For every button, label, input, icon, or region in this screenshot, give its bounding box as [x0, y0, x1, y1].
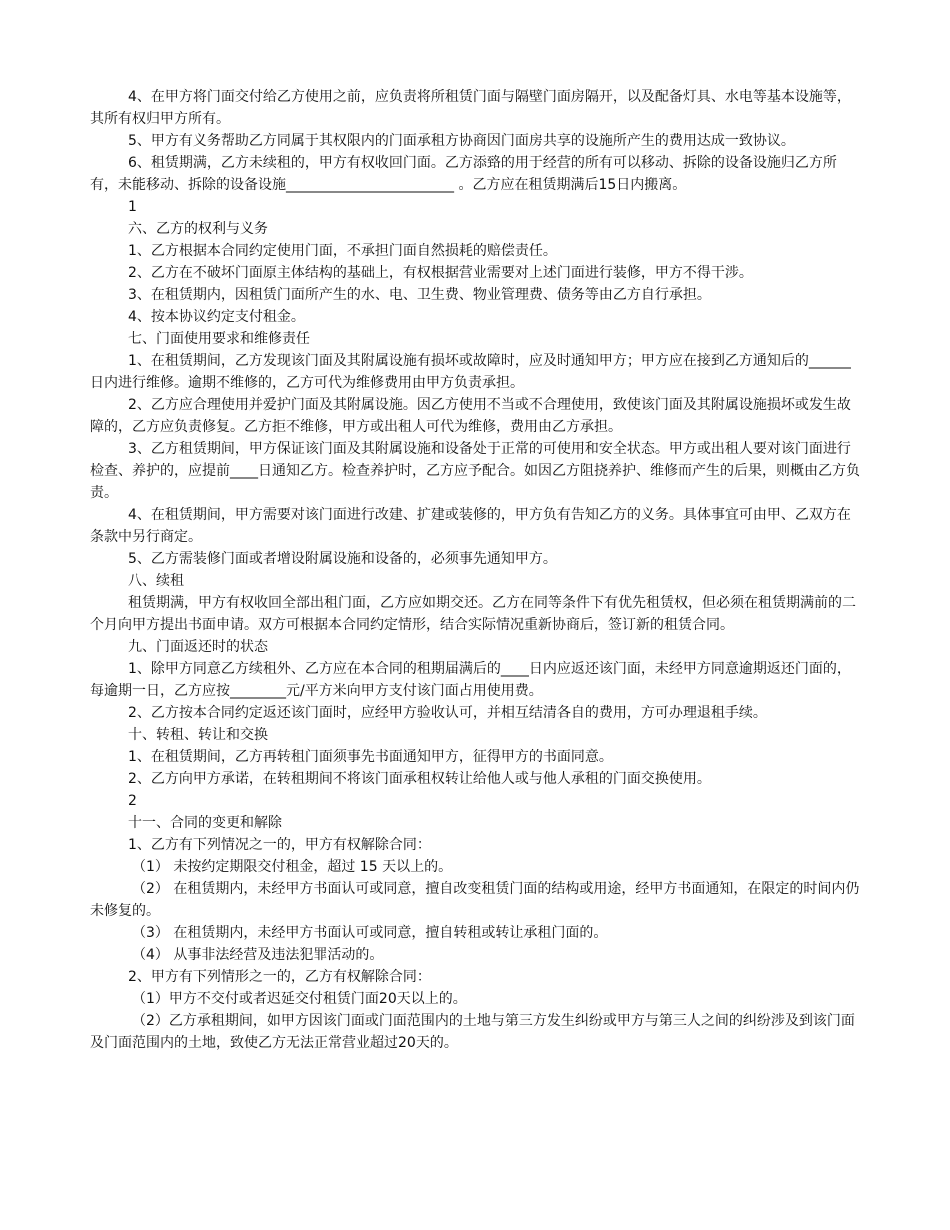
document-paragraph: 七、门面使用要求和维修责任 — [128, 331, 310, 347]
document-body — [90, 86, 860, 1054]
document-paragraph: 十、转租、转让和交换 — [128, 727, 268, 743]
document-paragraph: 6、租赁期满，乙方未续租的，甲方有权收回门面。乙方添臵的用于经营的所有可以移动、拆除的设备设施归乙方所有，未能移动、拆除的设备设施________________________ 。乙方应在租赁期满后15日内搬离。 — [90, 155, 837, 193]
document-paragraph: 1、在租赁期间，乙方发现该门面及其附属设施有损坏或故障时，应及时通知甲方；甲方应在接到乙方通知后的______日内进行维修。逾期不维修的，乙方可代为维修费用由甲方负责承担。 — [90, 353, 851, 391]
document-paragraph: 2、乙方向甲方承诺，在转租期间不将该门面承租权转让给他人或与他人承租的门面交换使用。 — [128, 771, 711, 787]
page-number: 2 — [128, 793, 137, 809]
document-paragraph: 2、乙方应合理使用并爱护门面及其附属设施。因乙方使用不当或不合理使用，致使该门面及其附属设施损坏或发生故障的，乙方应负责修复。乙方拒不维修，甲方或出租人可代为维修，费用由乙方承担。 — [90, 397, 851, 435]
document-paragraph: 1、在租赁期间，乙方再转租门面须事先书面通知甲方，征得甲方的书面同意。 — [128, 749, 613, 765]
document-paragraph: 1、除甲方同意乙方续租外、乙方应在本合同的租期届满后的____日内应返还该门面，未经甲方同意逾期返还门面的，每逾期一日，乙方应按________元/平方米向甲方支付该门面占用使用费。 — [90, 661, 851, 699]
document-paragraph: 2、甲方有下列情形之一的，乙方有权解除合同： — [128, 969, 431, 985]
document-paragraph: （1） 未按约定期限交付租金，超过 15 天以上的。 — [132, 859, 453, 875]
document-paragraph: （4） 从事非法经营及违法犯罪活动的。 — [132, 947, 384, 963]
document-paragraph: 3、在租赁期内，因租赁门面所产生的水、电、卫生费、物业管理费、债务等由乙方自行承担。 — [128, 287, 711, 303]
document-paragraph: 八、续租 — [128, 573, 184, 589]
document-paragraph: （3） 在租赁期内，未经甲方书面认可或同意，擅自转租或转让承租门面的。 — [132, 925, 608, 941]
document-paragraph: 4、在甲方将门面交付给乙方使用之前，应负责将所租赁门面与隔壁门面房隔开，以及配备灯具、水电等基本设施等，其所有权归甲方所有。 — [90, 89, 851, 127]
document-paragraph: 3、乙方租赁期间，甲方保证该门面及其附属设施和设备处于正常的可使用和安全状态。甲方或出租人要对该门面进行检查、养护的，应提前____日通知乙方。检查养护时，乙方应予配合。如因乙方阻挠养护、维修而产生的后果，则概由乙方负责。 — [90, 441, 860, 501]
page-number: 1 — [128, 199, 137, 215]
document-paragraph: 2、乙方在不破坏门面原主体结构的基础上，有权根据营业需要对上述门面进行装修，甲方不得干涉。 — [128, 265, 753, 281]
document-paragraph: 4、按本协议约定支付租金。 — [128, 309, 305, 325]
document-paragraph: 租赁期满，甲方有权收回全部出租门面，乙方应如期交还。乙方在同等条件下有优先租赁权，但必须在租赁期满前的二个月向甲方提出书面申请。双方可根据本合同约定情形，结合实际情况重新协商后，签订新的租赁合同。 — [90, 595, 856, 633]
document-paragraph: 5、甲方有义务帮助乙方同属于其权限内的门面承租方协商因门面房共享的设施所产生的费用达成一致协议。 — [128, 133, 795, 149]
document-paragraph: （2） 在租赁期内，未经甲方书面认可或同意，擅自改变租赁门面的结构或用途，经甲方书面通知，在限定的时间内仍未修复的。 — [90, 881, 860, 919]
document-paragraph: （1）甲方不交付或者迟延交付租赁门面20天以上的。 — [132, 991, 467, 1007]
document-paragraph: 1、乙方根据本合同约定使用门面，不承担门面自然损耗的赔偿责任。 — [128, 243, 557, 259]
document-paragraph: 1、乙方有下列情况之一的，甲方有权解除合同： — [128, 837, 431, 853]
document-paragraph: 5、乙方需装修门面或者增设附属设施和设备的，必须事先通知甲方。 — [128, 551, 557, 567]
document-paragraph: 六、乙方的权利与义务 — [128, 221, 268, 237]
document-paragraph: 2、乙方按本合同约定返还该门面时，应经甲方验收认可，并相互结清各自的费用，方可办理退租手续。 — [128, 705, 767, 721]
document-paragraph: 十一、合同的变更和解除 — [128, 815, 282, 831]
document-paragraph: 九、门面返还时的状态 — [128, 639, 268, 655]
document-paragraph: （2）乙方承租期间，如甲方因该门面或门面范围内的土地与第三方发生纠纷或甲方与第三人之间的纠纷涉及到该门面及门面范围内的土地，致使乙方无法正常营业超过20天的。 — [90, 1013, 855, 1051]
document-paragraph: 4、在租赁期间，甲方需要对该门面进行改建、扩建或装修的，甲方负有告知乙方的义务。具体事宜可由甲、乙双方在条款中另行商定。 — [90, 507, 851, 545]
